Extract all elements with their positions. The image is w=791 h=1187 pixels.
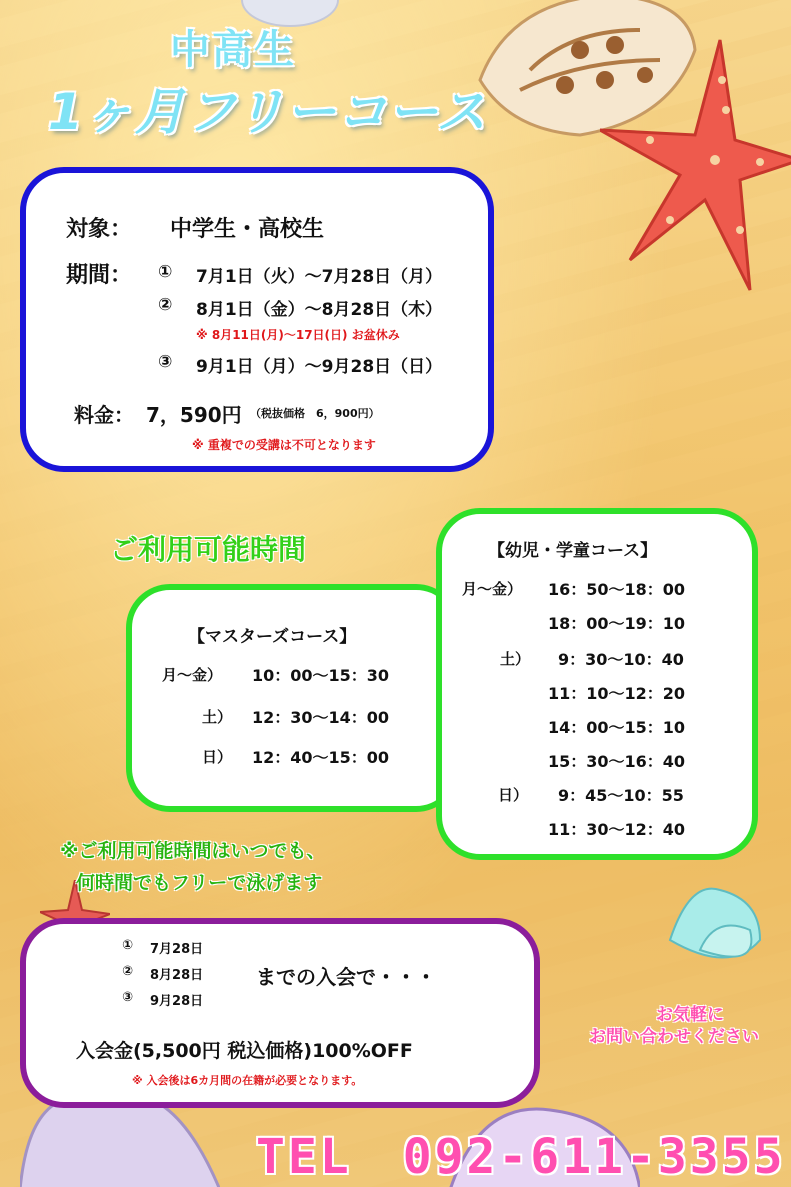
membership-term-note: ※ 入会後は6カ月間の在籍が必要となります。 [132, 1074, 363, 1087]
deadline-2-number: ② [122, 964, 134, 979]
period-1-number: ① [158, 262, 173, 282]
kids-day-saturday: 土） [500, 650, 531, 668]
period-2-number: ② [158, 295, 173, 315]
obon-holiday-note: ※ 8月11日(月)～17日(日) お盆休み [196, 328, 400, 342]
contact-invite-line-1: お気軽に [656, 1005, 724, 1025]
deadline-3-number: ③ [122, 990, 134, 1005]
enrollment-fee-offer: 入会金(5,500円 税込価格)100%OFF [76, 1040, 413, 1062]
target-label: 対象： [66, 217, 133, 242]
deadline-1-number: ① [122, 938, 134, 953]
availability-note-line-1: ※ご利用可能時間はいつでも、 [60, 840, 326, 862]
fee-tax-note: （税抜価格 6，900円） [250, 407, 380, 420]
deadline-1-date: 7月28日 [150, 942, 204, 957]
title-line-2: 1ヶ月フリーコース [48, 83, 488, 141]
kids-time-1: 16：50～18：00 [548, 580, 686, 599]
kids-course-title: 【幼児・学童コース】 [488, 541, 658, 561]
kids-time-2: 18：00～19：10 [548, 614, 686, 633]
deadline-2-date: 8月28日 [150, 968, 204, 983]
masters-time-weekday: 10：00～15：30 [252, 666, 390, 685]
masters-day-sunday: 日） [202, 748, 233, 766]
target-value: 中学生・高校生 [170, 217, 325, 242]
contact-invite-line-2: お問い合わせください [589, 1027, 759, 1047]
period-3-number: ③ [158, 352, 173, 372]
fee-value: 7，590円 [146, 403, 242, 427]
kids-time-8: 11：30～12：40 [548, 820, 686, 839]
masters-time-saturday: 12：30～14：00 [252, 708, 390, 727]
period-label: 期間： [66, 263, 133, 288]
period-2-range: 8月1日（金）～8月28日（木） [196, 300, 443, 320]
until-enrollment-text: までの入会で・・・ [256, 965, 436, 989]
kids-time-3: 9：30～10：40 [558, 650, 684, 669]
kids-time-5: 14：00～15：10 [548, 718, 686, 737]
period-3-range: 9月1日（月）～9月28日（日） [196, 357, 443, 377]
duplicate-note: ※ 重複での受講は不可となります [192, 438, 376, 452]
availability-heading: ご利用可能時間 [110, 533, 307, 566]
kids-time-4: 11：10～12：20 [548, 684, 686, 703]
masters-course-title: 【マスターズコース】 [188, 627, 357, 647]
fee-label: 料金： [74, 403, 134, 427]
period-1-range: 7月1日（火）～7月28日（月） [196, 267, 443, 287]
masters-time-sunday: 12：40～15：00 [252, 748, 390, 767]
deadline-3-date: 9月28日 [150, 994, 204, 1009]
kids-day-weekday: 月～金） [462, 580, 523, 598]
scallop-shell-illustration [660, 880, 770, 980]
phone-number[interactable]: TEL 092-611-3355 [256, 1129, 786, 1185]
title-line-1: 中高生 [170, 27, 296, 73]
starfish-illustration [600, 30, 791, 300]
masters-day-weekday: 月～金） [162, 666, 223, 684]
kids-time-7: 9：45～10：55 [558, 786, 684, 805]
availability-note-line-2: 何時間でもフリーで泳げます [76, 872, 323, 894]
kids-day-sunday: 日） [498, 786, 529, 804]
masters-course-box [126, 584, 460, 812]
masters-day-saturday: 土） [202, 708, 233, 726]
kids-time-6: 15：30～16：40 [548, 752, 686, 771]
